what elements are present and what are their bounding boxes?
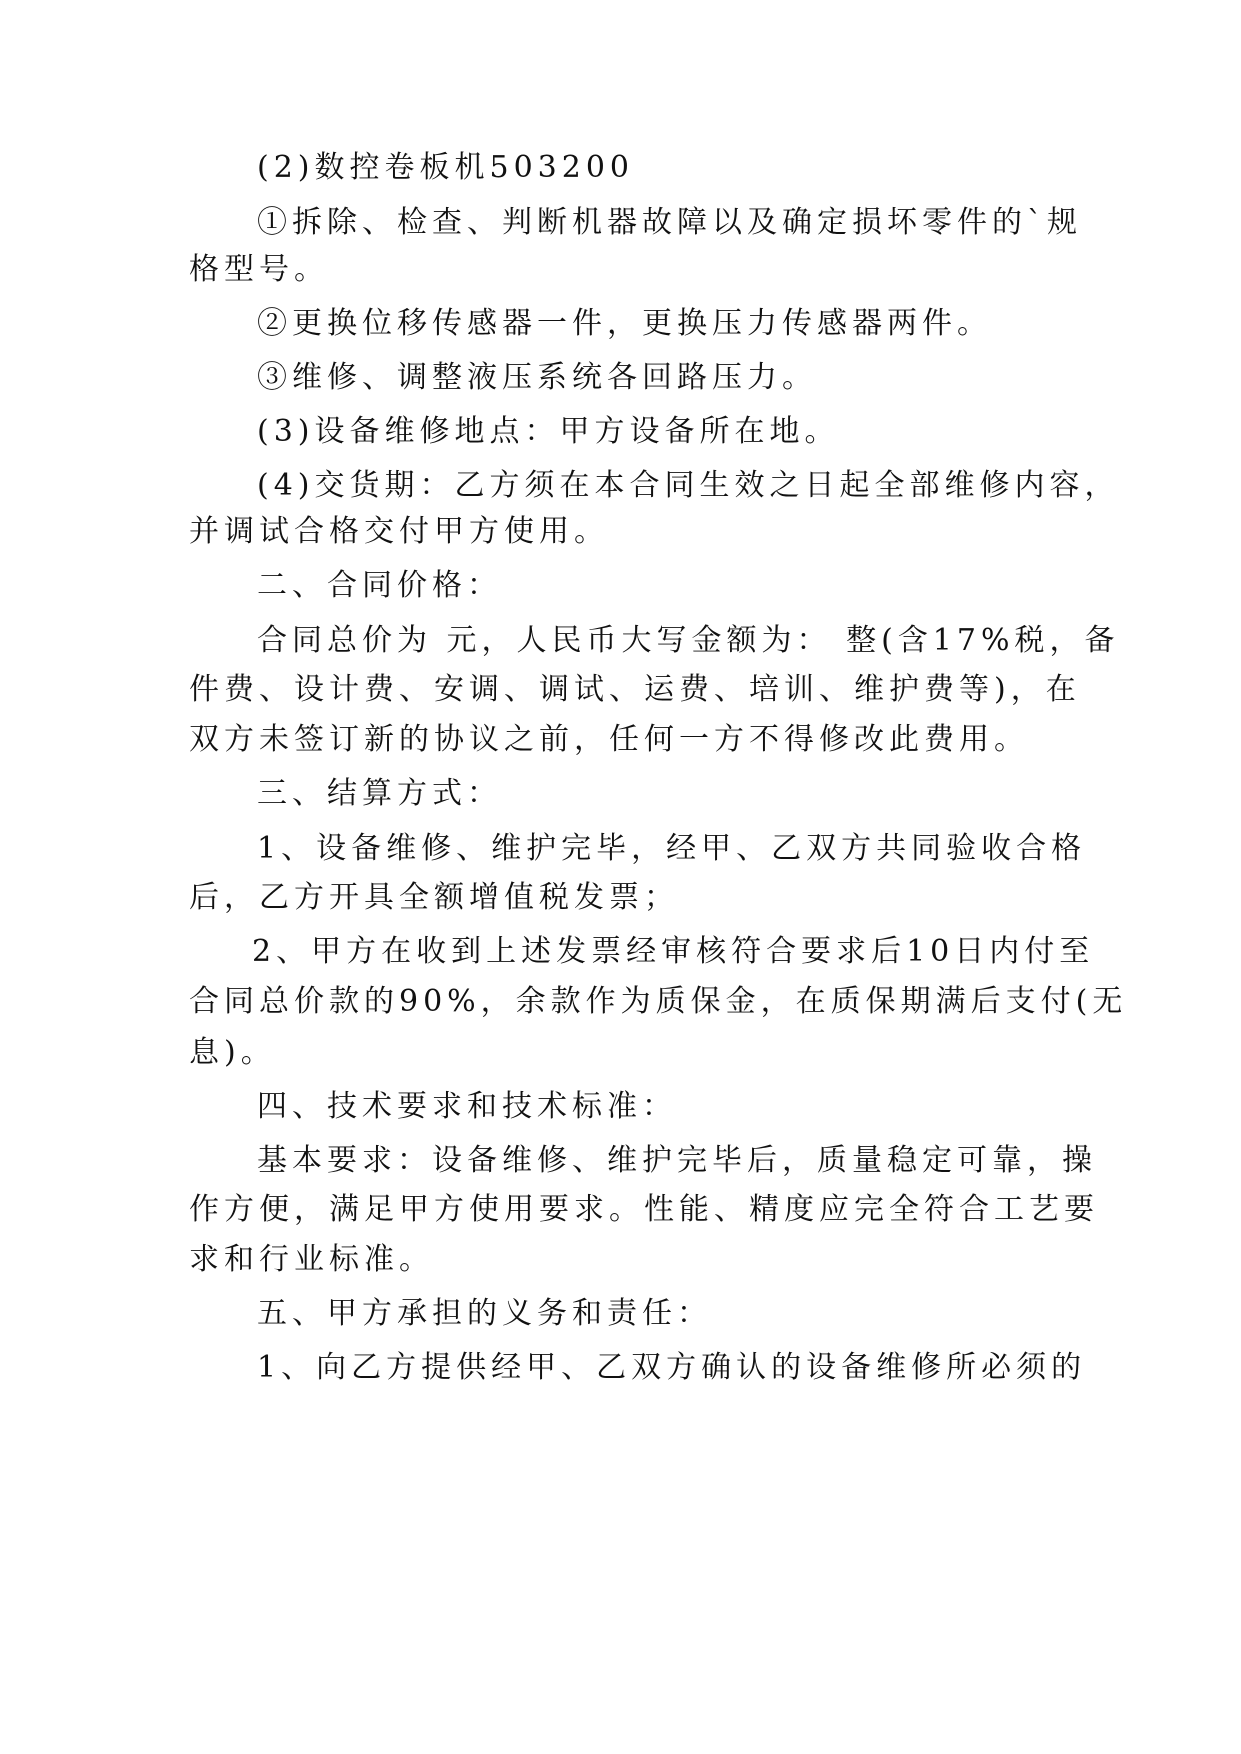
item-3-heading: (3)设备维修地点：甲方设备所在地。 bbox=[257, 414, 840, 449]
item-2-heading: (2)数控卷板机503200 bbox=[257, 150, 635, 185]
paragraph-line: 双方未签订新的协议之前，任何一方不得修改此费用。 bbox=[189, 722, 1029, 757]
paragraph-line: ③维修、调整液压系统各回路压力。 bbox=[257, 360, 817, 395]
paragraph-line: ②更换位移传感器一件，更换压力传感器两件。 bbox=[257, 306, 992, 341]
section-heading-3: 三、结算方式： bbox=[257, 776, 502, 811]
paragraph-line: 1、向乙方提供经甲、乙双方确认的设备维修所必须的 bbox=[257, 1350, 1087, 1385]
item-4-heading: (4)交货期：乙方须在本合同生效之日起全部维修内容， bbox=[257, 468, 1120, 503]
paragraph-line: 2、甲方在收到上述发票经审核符合要求后10日内付至 bbox=[252, 934, 1095, 969]
paragraph-line: 件费、设计费、安调、调试、运费、培训、维护费等)，在 bbox=[189, 672, 1081, 707]
section-heading-5: 五、甲方承担的义务和责任： bbox=[257, 1296, 712, 1331]
paragraph-line: 后，乙方开具全额增值税发票； bbox=[189, 880, 679, 915]
paragraph-line: 1、设备维修、维护完毕，经甲、乙双方共同验收合格 bbox=[257, 831, 1087, 866]
paragraph-line: 合同总价为 元，人民币大写金额为： 整(含17%税，备 bbox=[257, 623, 1120, 658]
paragraph-line: 作方便，满足甲方使用要求。性能、精度应完全符合工艺要 bbox=[189, 1192, 1099, 1227]
section-heading-4: 四、技术要求和技术标准： bbox=[257, 1089, 677, 1124]
paragraph-line: 基本要求：设备维修、维护完毕后，质量稳定可靠，操 bbox=[257, 1143, 1097, 1178]
paragraph-line: ①拆除、检查、判断机器故障以及确定损坏零件的`规 bbox=[257, 205, 1082, 240]
section-heading-2: 二、合同价格： bbox=[257, 568, 502, 603]
paragraph-line: 求和行业标准。 bbox=[189, 1242, 434, 1277]
paragraph-line: 并调试合格交付甲方使用。 bbox=[189, 514, 609, 549]
paragraph-line: 合同总价款的90%，余款作为质保金，在质保期满后支付(无 bbox=[189, 984, 1128, 1019]
paragraph-line: 息)。 bbox=[189, 1035, 276, 1070]
paragraph-line: 格型号。 bbox=[189, 252, 329, 287]
